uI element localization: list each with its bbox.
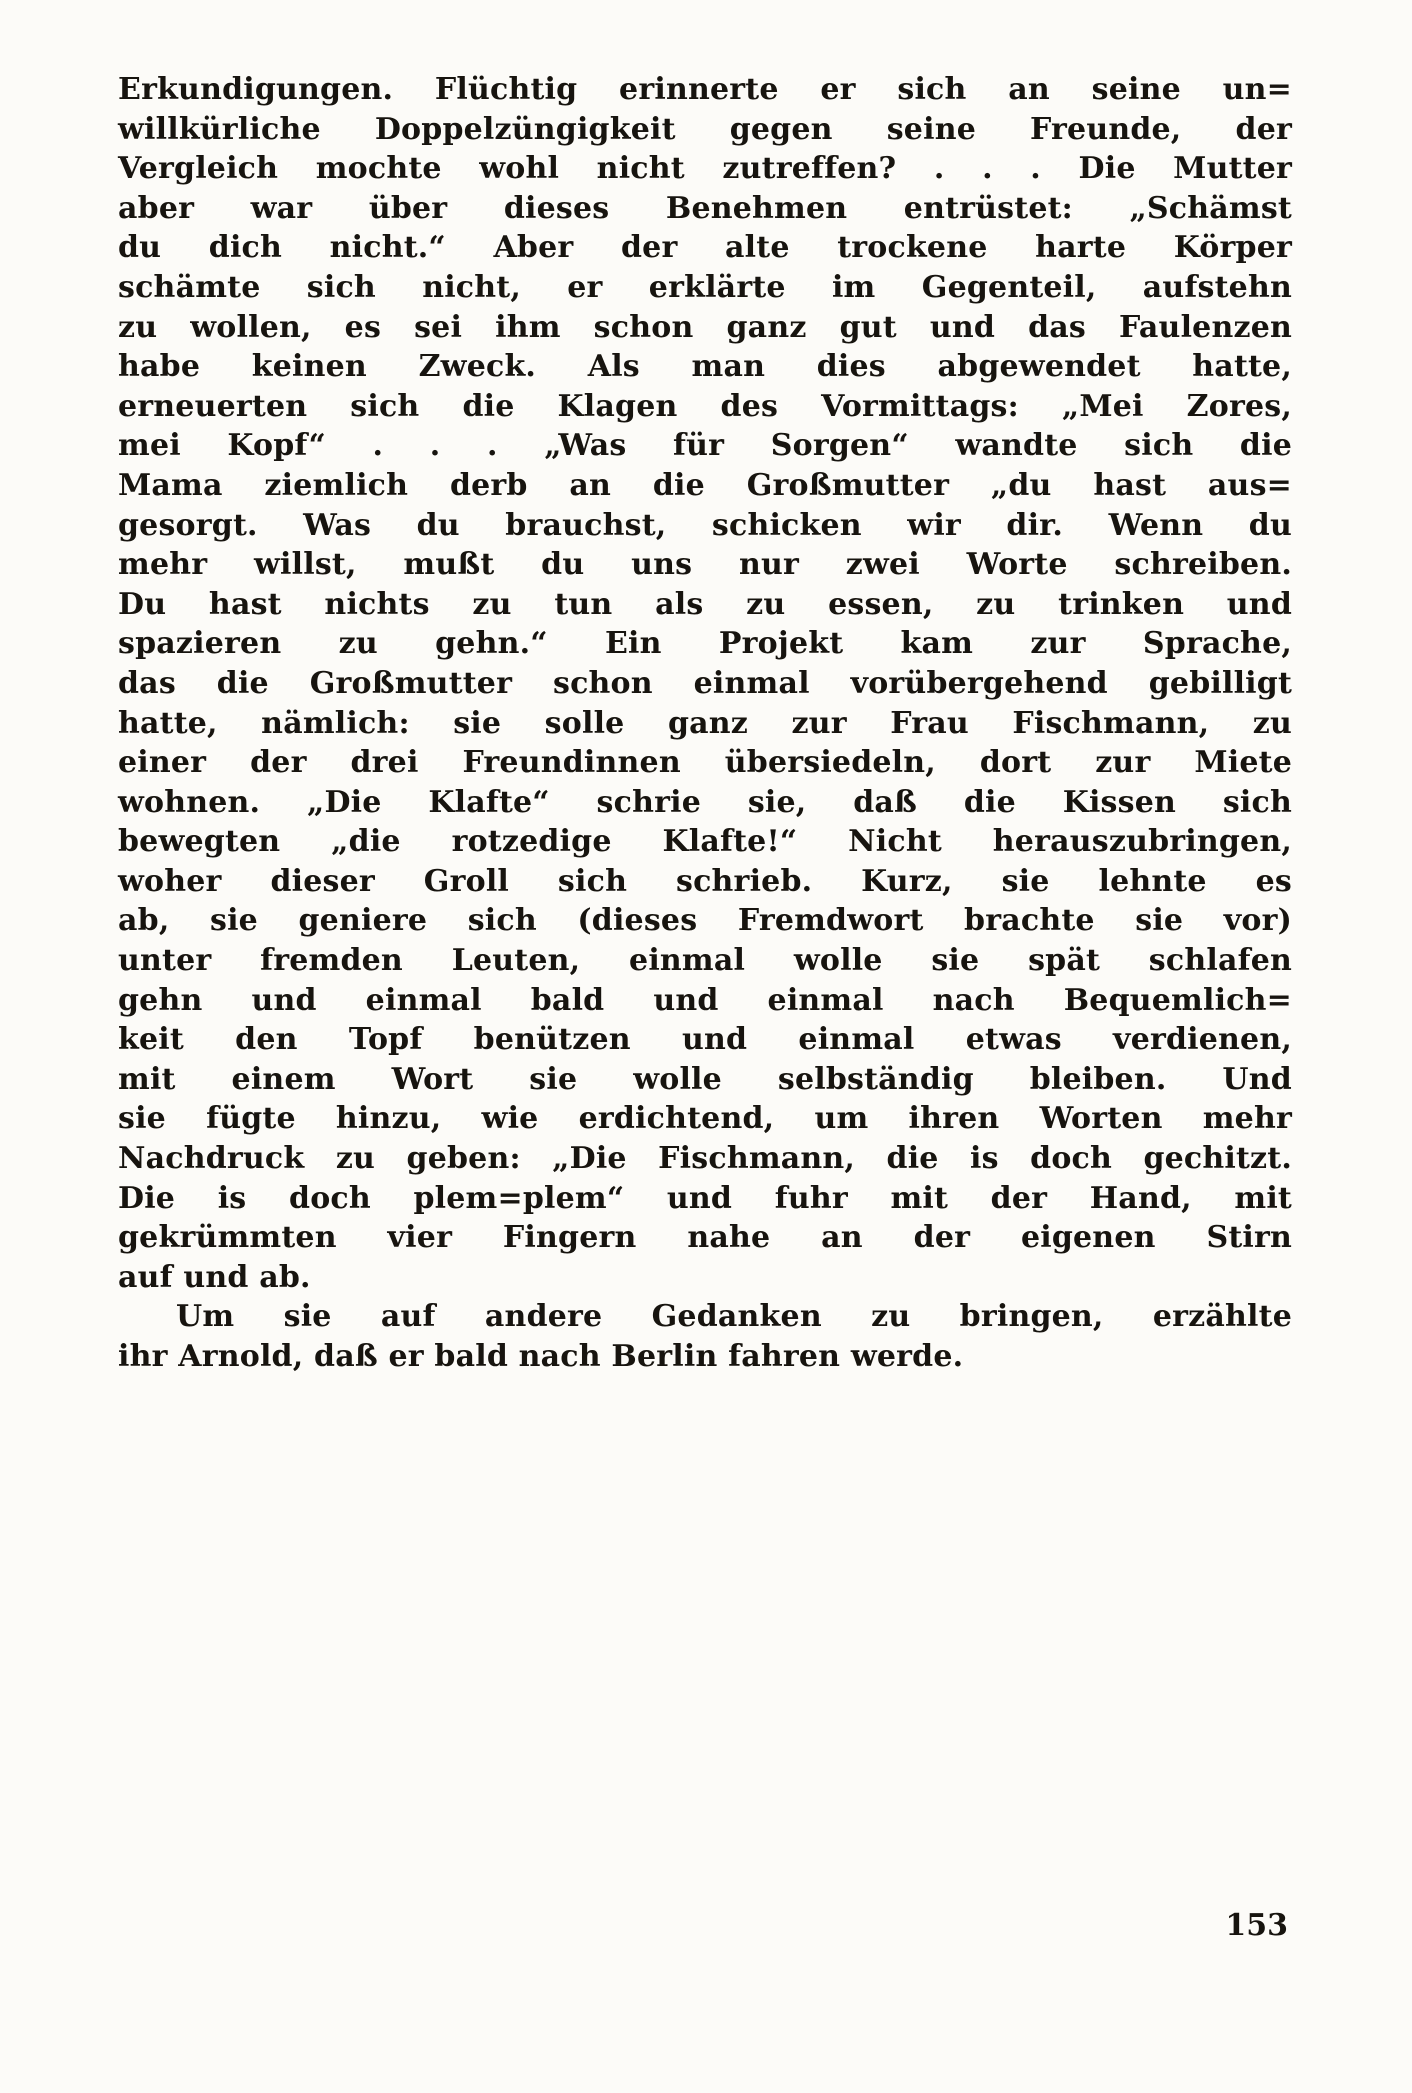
text-line: wohnen. „Die Klafte“ schrie sie, daß die Kissen sich (118, 784, 1292, 820)
text-line: bewegten „die rotzedige Klafte!“ Nicht herauszubringen, (118, 824, 1292, 860)
text-line: sie fügte hinzu, wie erdichtend, um ihren Worten mehr (118, 1101, 1292, 1137)
text-line: ab, sie geniere sich (dieses Fremdwort brachte sie vor) (118, 903, 1292, 939)
text-line: gesorgt. Was du brauchst, schicken wir dir. Wenn du (118, 507, 1292, 543)
text-line: aber war über dieses Benehmen entrüstet: „Schämst (118, 190, 1292, 226)
text-line: Du hast nichts zu tun als zu essen, zu trinken und (118, 586, 1292, 622)
text-line: habe keinen Zweck. Als man dies abgewendet hatte, (118, 349, 1292, 385)
text-line: willkürliche Doppelzüngigkeit gegen seine Freunde, der (118, 111, 1292, 147)
text-line: mehr willst, mußt du uns nur zwei Worte schreiben. (118, 547, 1292, 583)
text-line: das die Großmutter schon einmal vorübergehend gebilligt (118, 665, 1292, 701)
text-line: Erkundigungen. Flüchtig erinnerte er sich an seine un= (118, 72, 1292, 107)
text-line: schämte sich nicht, er erklärte im Gegenteil, aufstehn (118, 269, 1292, 305)
text-line: spazieren zu gehn.“ Ein Projekt kam zur Sprache, (118, 626, 1292, 662)
text-line: Mama ziemlich derb an die Großmutter „du hast aus= (118, 467, 1292, 503)
text-line: ihr Arnold, daß er bald nach Berlin fahren werde. (118, 1339, 964, 1374)
text-line: gekrümmten vier Fingern nahe an der eigenen Stirn (118, 1220, 1292, 1256)
text-line: unter fremden Leuten, einmal wolle sie spät schlafen (118, 943, 1292, 979)
page-number: 153 (1225, 1908, 1288, 1943)
text-line: Vergleich mochte wohl nicht zutreffen? . . . Die Mutter (118, 151, 1292, 187)
text-line: einer der drei Freundinnen übersiedeln, dort zur Miete (118, 745, 1292, 781)
text-line: gehn und einmal bald und einmal nach Bequemlich= (118, 982, 1292, 1018)
text-line: keit den Topf benützen und einmal etwas verdienen, (118, 1022, 1292, 1058)
body-text (118, 70, 1292, 1377)
text-line: mit einem Wort sie wolle selbständig bleiben. Und (118, 1061, 1292, 1097)
text-line: zu wollen, es sei ihm schon ganz gut und das Faulenzen (118, 309, 1292, 345)
text-line: woher dieser Groll sich schrieb. Kurz, sie lehnte es (118, 863, 1292, 899)
text-line: hatte, nämlich: sie solle ganz zur Frau Fischmann, zu (118, 705, 1292, 741)
text-line: Nachdruck zu geben: „Die Fischmann, die is doch gechitzt. (118, 1141, 1292, 1177)
text-line: erneuerten sich die Klagen des Vormittags: „Mei Zores, (118, 388, 1292, 424)
text-line: du dich nicht.“ Aber der alte trockene harte Körper (118, 230, 1292, 266)
text-line: Die is doch plem=plem“ und fuhr mit der Hand, mit (118, 1180, 1292, 1216)
text-line: auf und ab. (118, 1259, 311, 1295)
text-line: Um sie auf andere Gedanken zu bringen, erzählte (176, 1299, 1292, 1335)
text-line: mei Kopf“ . . . „Was für Sorgen“ wandte sich die (118, 428, 1292, 464)
